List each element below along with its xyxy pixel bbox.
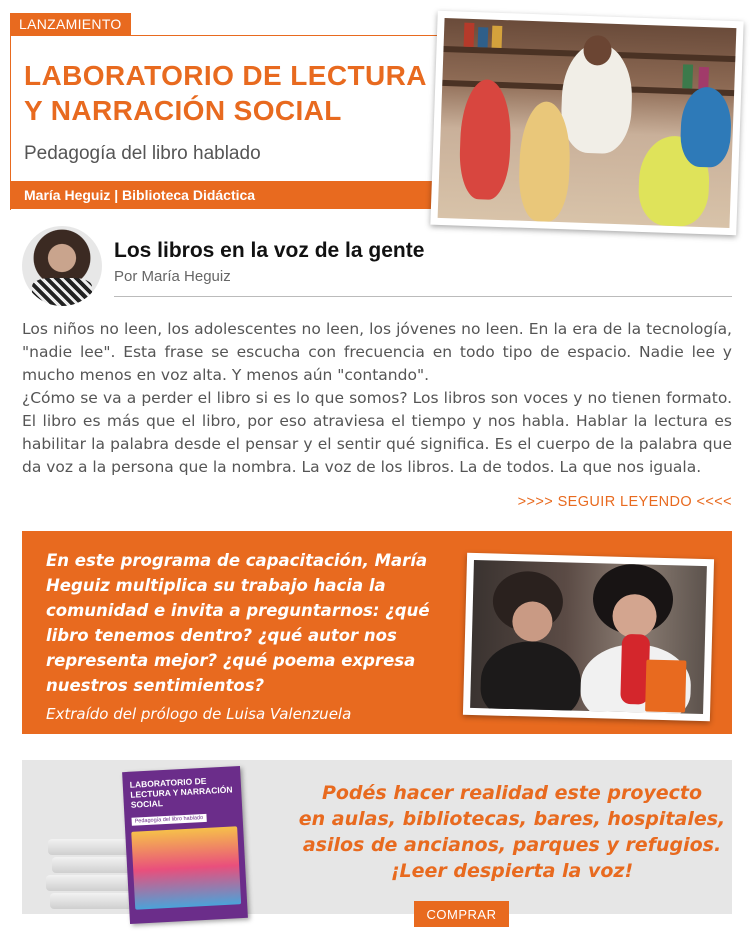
- cta-line: ¡Leer despierta la voz!: [390, 860, 634, 882]
- author-event-photo: [463, 553, 714, 721]
- page-title: [24, 58, 444, 128]
- cta-text: [292, 780, 732, 884]
- author-bar: María Heguiz | Biblioteca Didáctica: [10, 181, 460, 209]
- cta-line: Podés hacer realidad este proyecto: [321, 782, 703, 804]
- article-paragraph: Los niños no leen, los adolescentes no leen, los jóvenes no leen. En la era de la tecnología, "nadie lee". Esta frase se escucha con frecuencia en todo tipo de espacio. Nadie lee y mucho menos en voz alta. Y menos aún "contando".: [22, 320, 732, 384]
- quote-text: En este programa de capacitación, María Heguiz multiplica su trabajo hacia la comunidad e invita a preguntarnos: ¿qué libro tenemos dentro? ¿qué autor nos representa mejor? ¿qué poema expresa nuestros sentimientos?: [46, 551, 430, 695]
- page-title-line2: Y NARRACIÓN SOCIAL: [24, 95, 342, 126]
- article-byline: Por María Heguiz: [114, 268, 231, 285]
- page-title-line1: LABORATORIO DE LECTURA: [24, 60, 427, 91]
- cta-line: asilos de ancianos, parques y refugios.: [302, 834, 722, 856]
- article-title: Los libros en la voz de la gente: [114, 239, 425, 262]
- book-cover-title: LABORATORIO DE LECTURA Y NARRACIÓN SOCIAL: [129, 775, 233, 810]
- read-more-link[interactable]: >>>> SEGUIR LEYENDO <<<<: [517, 494, 732, 510]
- reading-circle-photo: [430, 11, 743, 236]
- book-cover-subtitle: Pedagogía del libro hablado: [132, 814, 207, 826]
- article-divider: [114, 296, 732, 297]
- page-subtitle: Pedagogía del libro hablado: [24, 143, 261, 164]
- buy-button[interactable]: COMPRAR: [414, 901, 509, 927]
- author-avatar: [22, 226, 102, 306]
- article-body: [22, 318, 732, 479]
- launch-badge: LANZAMIENTO: [10, 13, 131, 35]
- cta-line: en aulas, bibliotecas, bares, hospitales,: [298, 808, 726, 830]
- book-cover: [122, 766, 248, 924]
- article-paragraph: ¿Cómo se va a perder el libro si es lo que somos? Los libros son voces y no tienen formato. El libro es más que el libro, por eso atraviesa el tiempo y nos habla. Hablar la lectura es habilitar la palabra desde el pensar y el sentir qué significa. Es el cuerpo de la palabra que da voz a la persona que la nombra. La voz de los libros. La de todos. La que nos iguala.: [22, 389, 732, 476]
- quote-source: Extraído del prólogo de Luisa Valenzuela: [46, 705, 352, 723]
- book-stack-image: [48, 765, 258, 915]
